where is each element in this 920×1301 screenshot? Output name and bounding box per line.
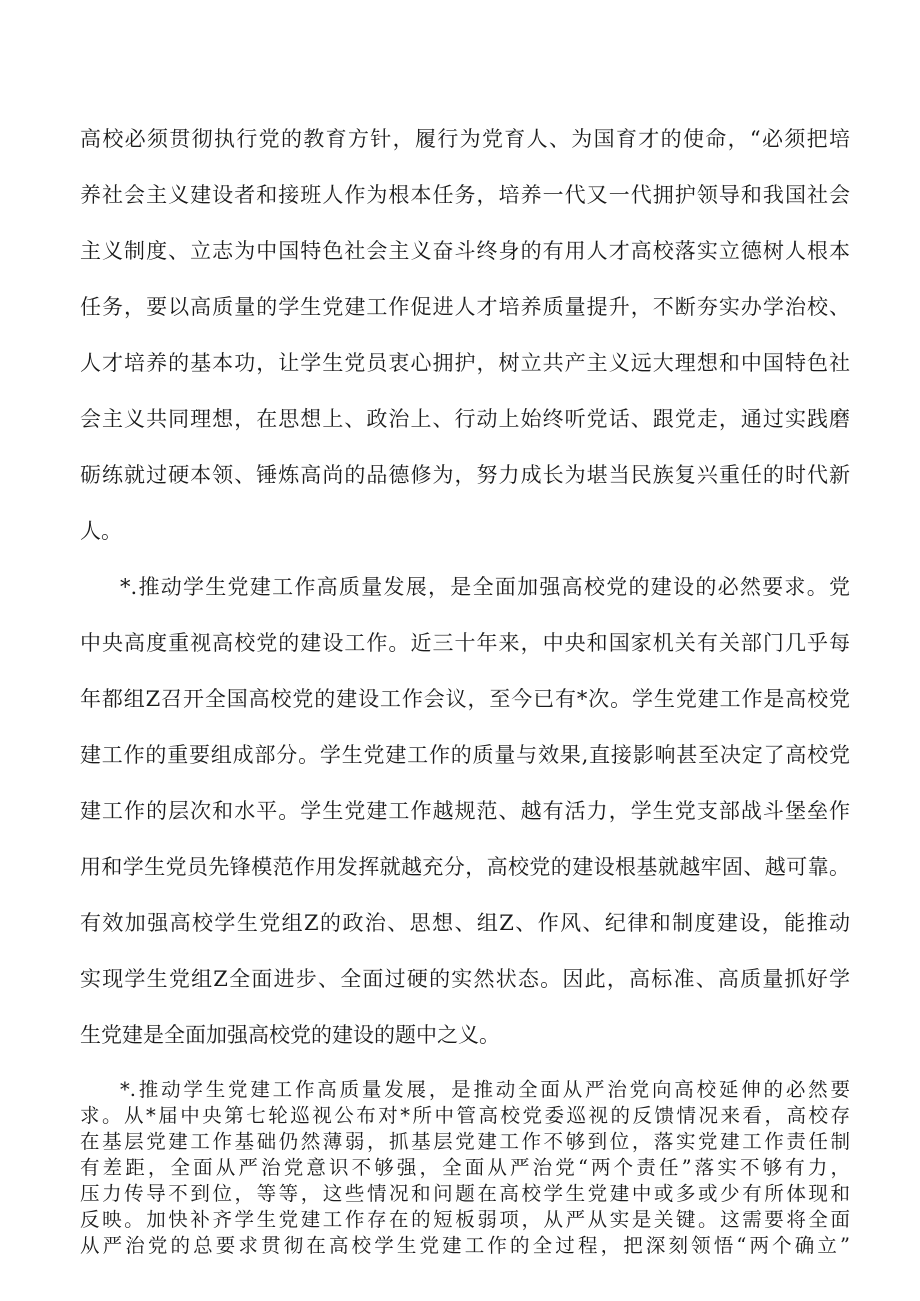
paragraph-line: 高校必须贯彻执行党的教育方针，履行为党育人、为国育才的使命，“必须把培 — [80, 127, 850, 151]
paragraph-line: 年都组Z召开全国高校党的建设工作会议，至今已有*次。学生党建工作是高校党 — [80, 687, 850, 711]
paragraph-line: 压力传导不到位，等等，这些情况和问题在高校学生党建中或多或少有所体现和 — [80, 1182, 850, 1205]
paragraph-line: 用和学生党员先锋模范作用发挥就越充分，高校党的建设根基就越牢固、越可靠。 — [80, 855, 850, 879]
paragraph-line: 建工作的层次和水平。学生党建工作越规范、越有活力，学生党支部战斗堡垒作 — [80, 799, 850, 823]
paragraph-line: 任务，要以高质量的学生党建工作促进人才培养质量提升，不断夯实办学治校、 — [80, 295, 850, 319]
paragraph-line: 有差距，全面从严治党意识不够强，全面从严治党“两个责任”落实不够有力， — [80, 1156, 850, 1179]
paragraph-line: 求。从*届中央第七轮巡视公布对*所中管高校党委巡视的反馈情况来看，高校存 — [80, 1104, 850, 1127]
paragraph-line: 中央高度重视高校党的建设工作。近三十年来，中央和国家机关有关部门几乎每 — [80, 631, 850, 655]
paragraph-line: *.推动学生党建工作高质量发展，是全面加强高校党的建设的必然要求。党 — [120, 575, 850, 599]
paragraph-line: 主义制度、立志为中国特色社会主义奋斗终身的有用人才高校落实立德树人根本 — [80, 239, 850, 263]
paragraph-line: 在基层党建工作基础仍然薄弱，抓基层党建工作不够到位，落实党建工作责任制 — [80, 1130, 850, 1153]
paragraph-line: 反映。加快补齐学生党建工作存在的短板弱项，从严从实是关键。这需要将全面 — [80, 1208, 850, 1231]
paragraph-line: 会主义共同理想，在思想上、政治上、行动上始终听党话、跟党走，通过实践磨 — [80, 407, 850, 431]
paragraph-line: 建工作的重要组成部分。学生党建工作的质量与效果,直接影响甚至决定了高校党 — [80, 743, 850, 767]
paragraph-line: 从严治党的总要求贯彻在高校学生党建工作的全过程，把深刻领悟“两个确立” — [80, 1234, 850, 1257]
paragraph-line: 人。 — [80, 519, 122, 543]
paragraph-line: 砺练就过硬本领、锤炼高尚的品德修为，努力成长为堪当民族复兴重任的时代新 — [80, 463, 850, 487]
paragraph-line: 生党建是全面加强高校党的建设的题中之义。 — [80, 1023, 500, 1047]
paragraph-line: *.推动学生党建工作高质量发展，是推动全面从严治党向高校延伸的必然要 — [120, 1078, 850, 1101]
paragraph-line: 养社会主义建设者和接班人作为根本任务，培养一代又一代拥护领导和我国社会 — [80, 183, 850, 207]
paragraph-line: 人才培养的基本功，让学生党员衷心拥护，树立共产主义远大理想和中国特色社 — [80, 351, 850, 375]
paragraph-line: 有效加强高校学生党组Z的政治、思想、组Z、作风、纪律和制度建设，能推动 — [80, 911, 850, 935]
paragraph-line: 实现学生党组Z全面进步、全面过硬的实然状态。因此，高标准、高质量抓好学 — [80, 967, 850, 991]
